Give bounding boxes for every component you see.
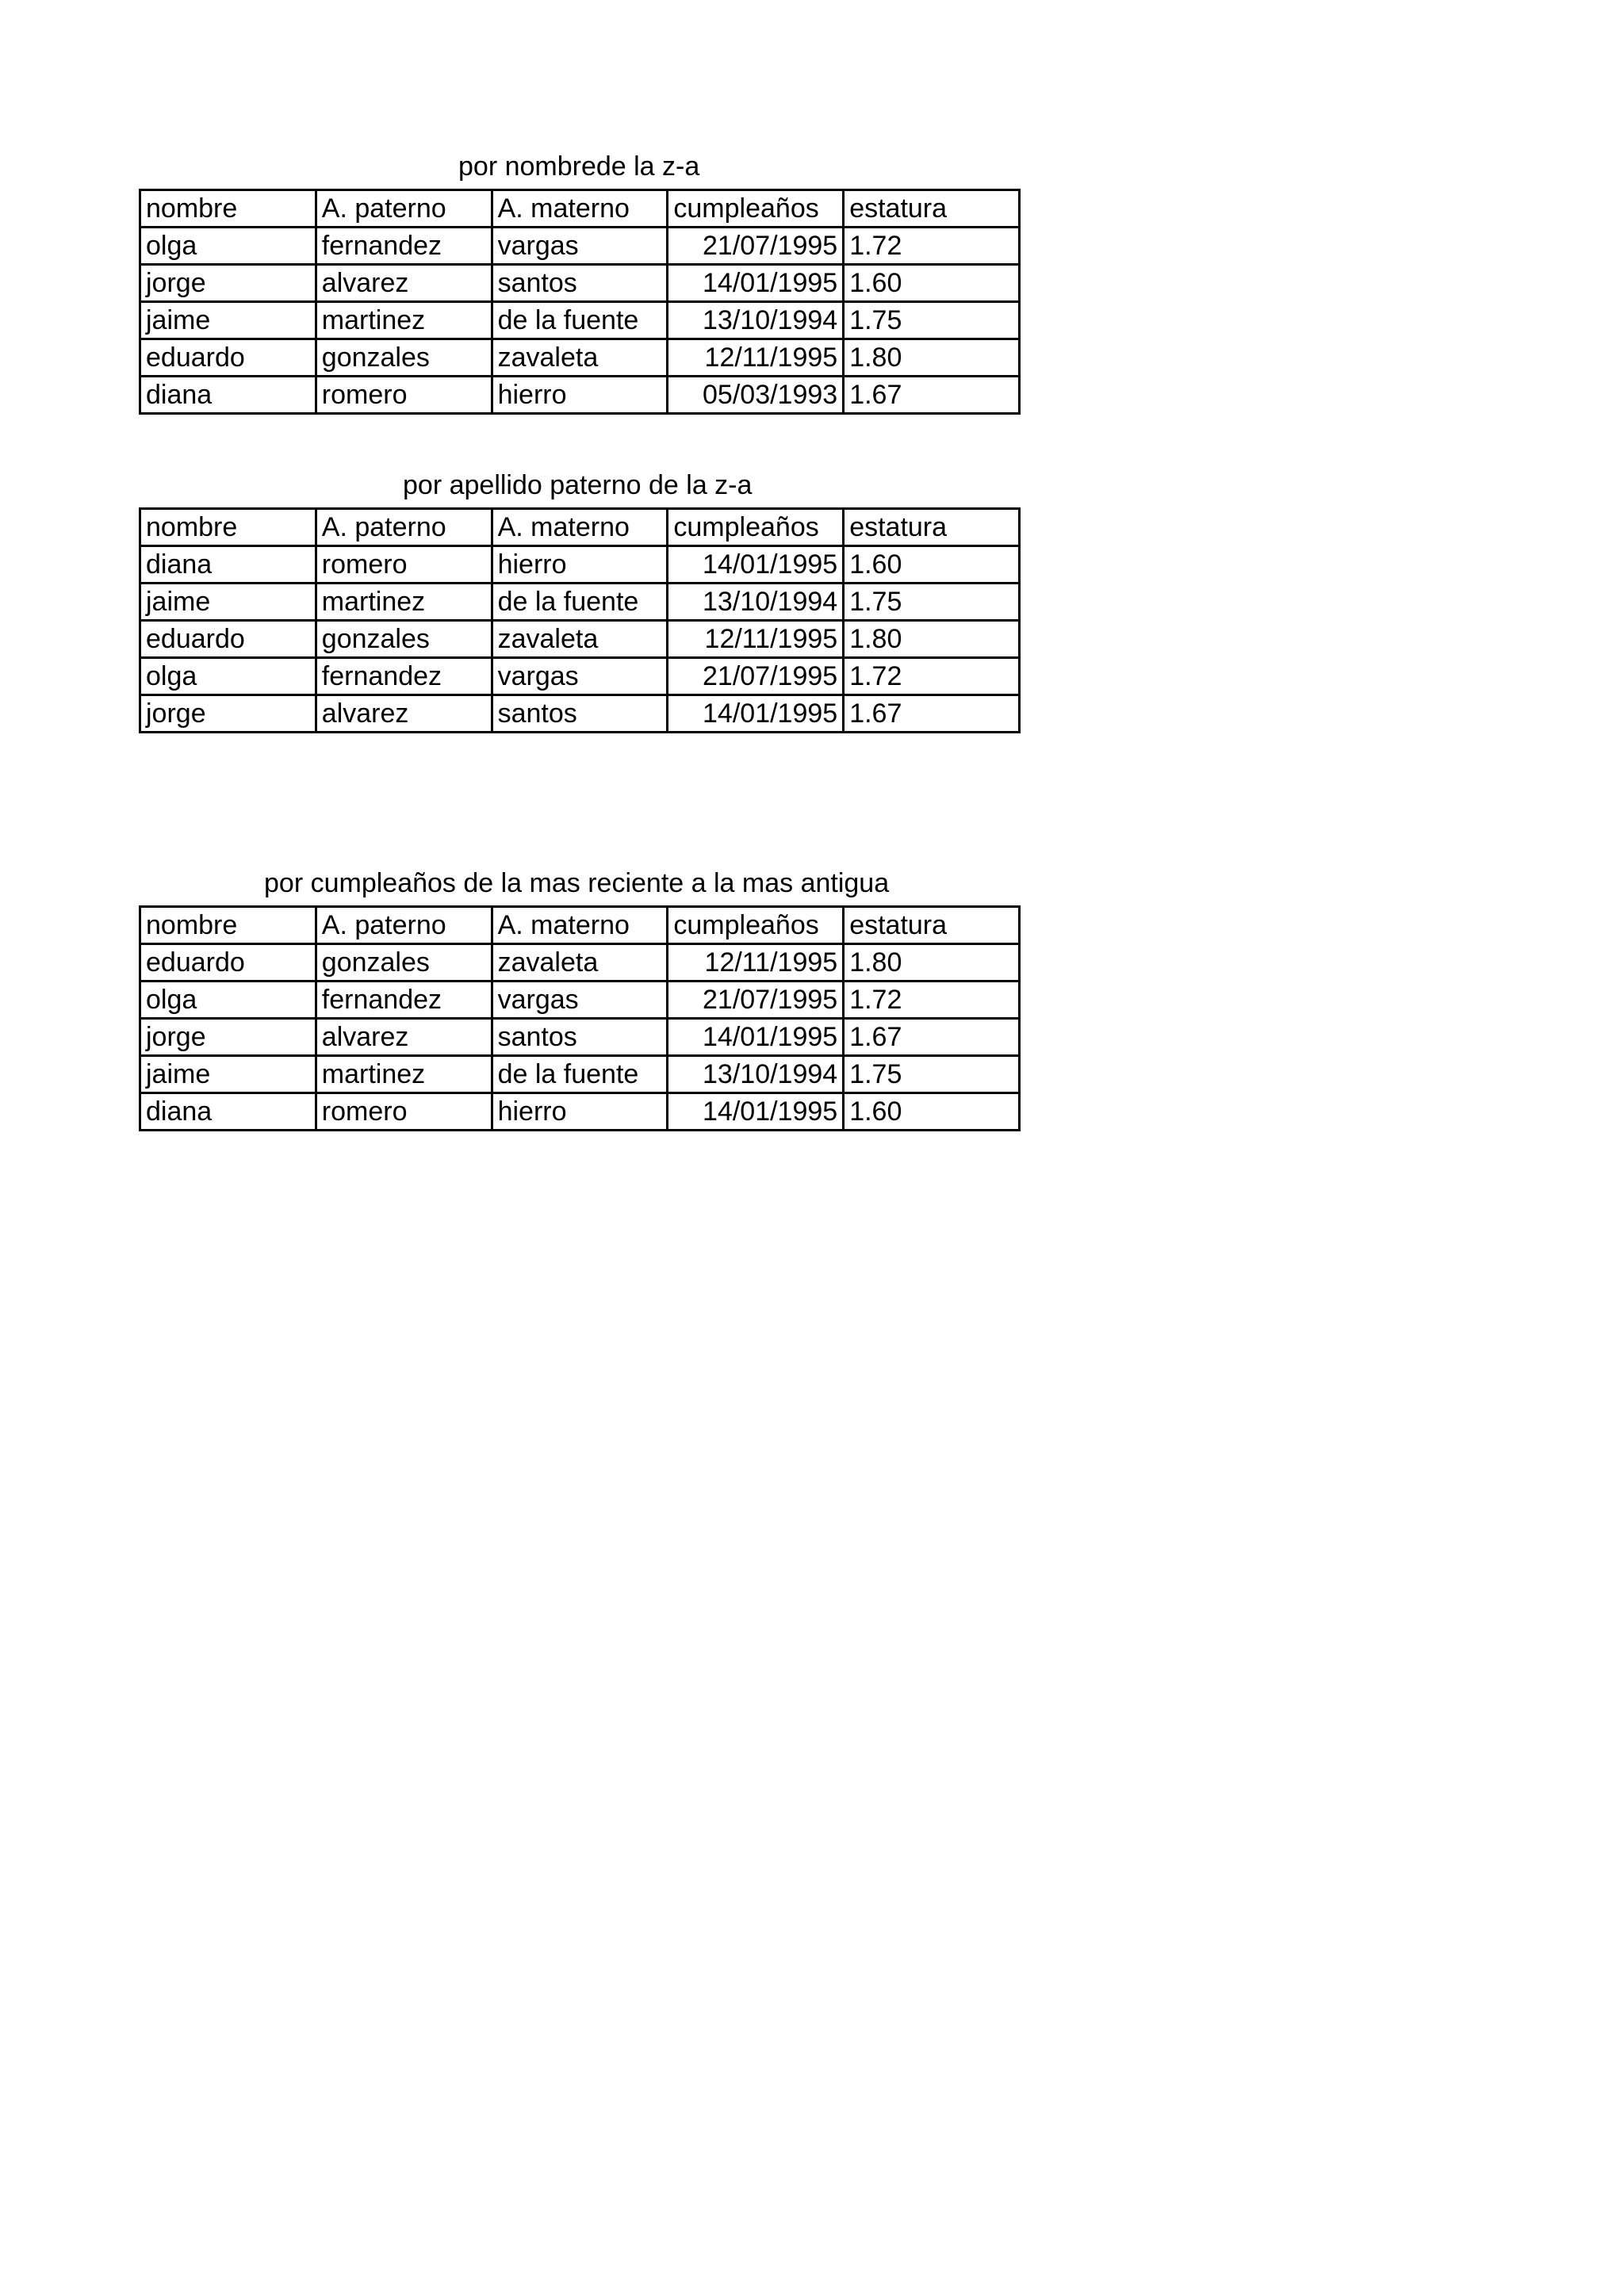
- table-row: [140, 1093, 1020, 1131]
- cell-estatura: 1.80: [844, 944, 1020, 982]
- cell-cumpleanos: 14/01/1995: [668, 695, 844, 733]
- cell-estatura: 1.75: [844, 302, 1020, 339]
- cell-estatura: 1.75: [844, 584, 1020, 621]
- data-table: [139, 905, 1021, 1131]
- table-row: [140, 1019, 1020, 1056]
- table-row: [140, 944, 1020, 982]
- table-row: [140, 982, 1020, 1019]
- cell-estatura: 1.67: [844, 695, 1020, 733]
- cell-estatura: 1.72: [844, 658, 1020, 695]
- cell-cumpleanos: 05/03/1993: [668, 377, 844, 414]
- header-cell: nombre: [140, 907, 316, 944]
- header-cell: estatura: [844, 190, 1020, 228]
- table-row: [140, 658, 1020, 695]
- cell-a-paterno: alvarez: [316, 1019, 492, 1056]
- header-cell: nombre: [140, 509, 316, 546]
- cell-cumpleanos: 13/10/1994: [668, 584, 844, 621]
- cell-a-paterno: fernandez: [316, 658, 492, 695]
- table-row: [140, 302, 1020, 339]
- header-cell: cumpleaños: [668, 907, 844, 944]
- table-header-row: [140, 907, 1020, 944]
- cell-a-materno: zavaleta: [492, 339, 668, 377]
- cell-cumpleanos: 21/07/1995: [668, 228, 844, 265]
- cell-nombre: jorge: [140, 1019, 316, 1056]
- cell-a-materno: santos: [492, 1019, 668, 1056]
- cell-estatura: 1.60: [844, 265, 1020, 302]
- table-row: [140, 265, 1020, 302]
- cell-estatura: 1.60: [844, 546, 1020, 584]
- cell-nombre: olga: [140, 658, 316, 695]
- header-cell: estatura: [844, 509, 1020, 546]
- table-header-row: [140, 509, 1020, 546]
- table-header-row: [140, 190, 1020, 228]
- header-cell: A. paterno: [316, 907, 492, 944]
- cell-nombre: olga: [140, 228, 316, 265]
- header-cell: A. materno: [492, 190, 668, 228]
- table-row: [140, 228, 1020, 265]
- cell-nombre: eduardo: [140, 944, 316, 982]
- cell-estatura: 1.60: [844, 1093, 1020, 1131]
- cell-estatura: 1.80: [844, 339, 1020, 377]
- cell-a-materno: santos: [492, 265, 668, 302]
- cell-cumpleanos: 12/11/1995: [668, 621, 844, 658]
- cell-a-paterno: alvarez: [316, 265, 492, 302]
- cell-cumpleanos: 13/10/1994: [668, 1056, 844, 1093]
- cell-estatura: 1.80: [844, 621, 1020, 658]
- header-cell: A. paterno: [316, 509, 492, 546]
- cell-nombre: jorge: [140, 695, 316, 733]
- cell-a-paterno: gonzales: [316, 944, 492, 982]
- cell-nombre: eduardo: [140, 621, 316, 658]
- cell-cumpleanos: 12/11/1995: [668, 944, 844, 982]
- cell-nombre: diana: [140, 546, 316, 584]
- cell-a-materno: hierro: [492, 546, 668, 584]
- cell-a-materno: zavaleta: [492, 621, 668, 658]
- cell-nombre: jorge: [140, 265, 316, 302]
- cell-a-materno: vargas: [492, 658, 668, 695]
- cell-a-paterno: romero: [316, 377, 492, 414]
- table-row: [140, 584, 1020, 621]
- cell-cumpleanos: 14/01/1995: [668, 1019, 844, 1056]
- section-title: por nombrede la z-a: [458, 151, 700, 182]
- cell-a-paterno: martinez: [316, 584, 492, 621]
- cell-cumpleanos: 14/01/1995: [668, 546, 844, 584]
- cell-a-paterno: martinez: [316, 1056, 492, 1093]
- cell-a-materno: santos: [492, 695, 668, 733]
- cell-a-materno: hierro: [492, 1093, 668, 1131]
- cell-cumpleanos: 21/07/1995: [668, 658, 844, 695]
- cell-a-paterno: gonzales: [316, 621, 492, 658]
- cell-estatura: 1.72: [844, 228, 1020, 265]
- cell-a-paterno: fernandez: [316, 228, 492, 265]
- cell-a-materno: hierro: [492, 377, 668, 414]
- cell-estatura: 1.72: [844, 982, 1020, 1019]
- cell-nombre: jaime: [140, 302, 316, 339]
- cell-a-materno: de la fuente: [492, 584, 668, 621]
- cell-a-materno: zavaleta: [492, 944, 668, 982]
- cell-estatura: 1.75: [844, 1056, 1020, 1093]
- cell-a-paterno: fernandez: [316, 982, 492, 1019]
- data-table: [139, 189, 1021, 415]
- cell-a-paterno: romero: [316, 1093, 492, 1131]
- cell-cumpleanos: 14/01/1995: [668, 1093, 844, 1131]
- cell-cumpleanos: 12/11/1995: [668, 339, 844, 377]
- cell-a-paterno: gonzales: [316, 339, 492, 377]
- table-row: [140, 546, 1020, 584]
- cell-nombre: eduardo: [140, 339, 316, 377]
- cell-a-materno: de la fuente: [492, 1056, 668, 1093]
- header-cell: nombre: [140, 190, 316, 228]
- data-table: [139, 507, 1021, 733]
- header-cell: A. materno: [492, 509, 668, 546]
- cell-cumpleanos: 14/01/1995: [668, 265, 844, 302]
- table-row: [140, 695, 1020, 733]
- header-cell: A. paterno: [316, 190, 492, 228]
- table-row: [140, 1056, 1020, 1093]
- cell-a-paterno: romero: [316, 546, 492, 584]
- table-row: [140, 377, 1020, 414]
- header-cell: cumpleaños: [668, 190, 844, 228]
- table-row: [140, 339, 1020, 377]
- header-cell: estatura: [844, 907, 1020, 944]
- cell-nombre: diana: [140, 377, 316, 414]
- cell-nombre: olga: [140, 982, 316, 1019]
- cell-nombre: jaime: [140, 584, 316, 621]
- cell-estatura: 1.67: [844, 377, 1020, 414]
- cell-nombre: diana: [140, 1093, 316, 1131]
- cell-a-paterno: alvarez: [316, 695, 492, 733]
- cell-nombre: jaime: [140, 1056, 316, 1093]
- header-cell: A. materno: [492, 907, 668, 944]
- cell-a-materno: vargas: [492, 982, 668, 1019]
- cell-a-paterno: martinez: [316, 302, 492, 339]
- cell-cumpleanos: 13/10/1994: [668, 302, 844, 339]
- cell-cumpleanos: 21/07/1995: [668, 982, 844, 1019]
- section-title: por cumpleaños de la mas reciente a la mas antigua: [264, 868, 890, 898]
- section-title: por apellido paterno de la z-a: [403, 470, 753, 500]
- cell-estatura: 1.67: [844, 1019, 1020, 1056]
- cell-a-materno: vargas: [492, 228, 668, 265]
- table-row: [140, 621, 1020, 658]
- header-cell: cumpleaños: [668, 509, 844, 546]
- cell-a-materno: de la fuente: [492, 302, 668, 339]
